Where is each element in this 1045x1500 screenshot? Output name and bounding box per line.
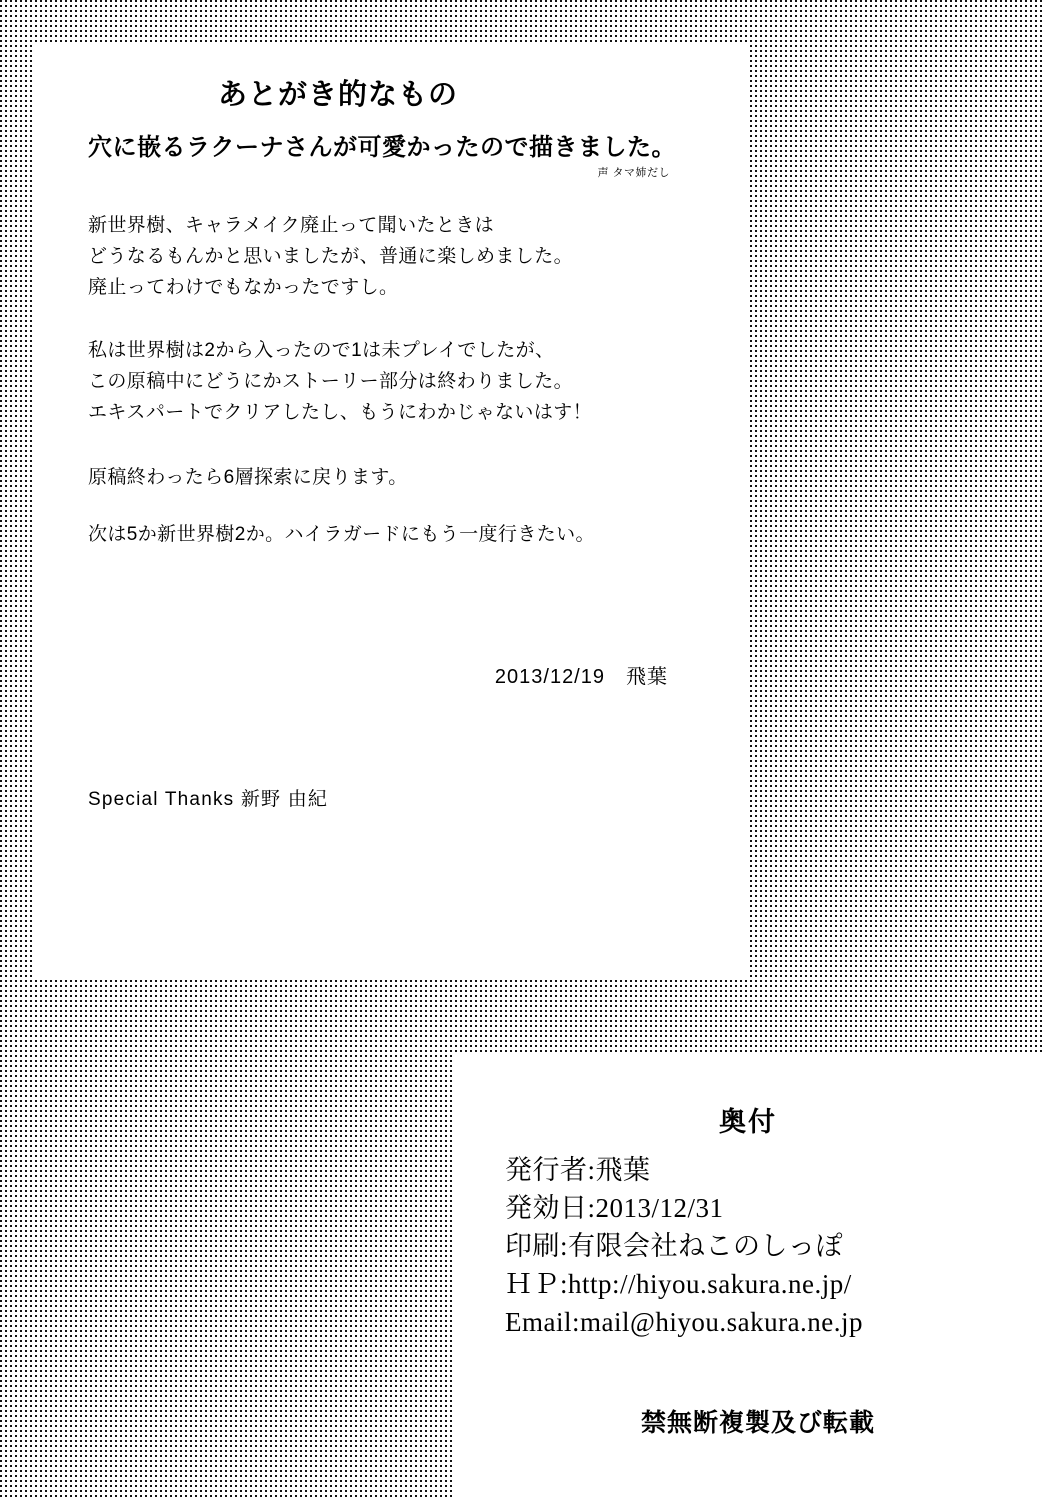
afterword-lead: 穴に嵌るラクーナさんが可愛かったので描きました。 bbox=[88, 134, 676, 161]
afterword-signature: 2013/12/19 飛葉 bbox=[494, 666, 668, 688]
copyright-notice: 禁無断複製及び転載 bbox=[640, 1410, 875, 1437]
afterword-panel bbox=[33, 42, 748, 980]
afterword-paragraph: 原稿終わったら6層探索に戻ります。 bbox=[88, 467, 408, 488]
afterword-paragraph: エキスパートでクリアしたし、もうにわかじゃないはす！ bbox=[88, 402, 593, 423]
colophon-title: 奥付 bbox=[719, 1107, 777, 1137]
colophon-content bbox=[505, 1100, 1021, 1439]
colophon-homepage: ＨＰ:http://hiyou.sakura.ne.jp/ bbox=[505, 1269, 852, 1299]
colophon-panel bbox=[455, 1052, 1045, 1500]
afterword-paragraph: 私は世界樹は2から入ったので1は未プレイでしたが、 bbox=[88, 340, 555, 361]
colophon-publisher: 発行者:飛葉 bbox=[505, 1155, 651, 1185]
afterword-paragraph: 新世界樹、キャラメイク廃止って聞いたときは bbox=[88, 215, 495, 236]
afterword-title: あとがき的なもの bbox=[218, 79, 459, 111]
colophon-email: Email:mail@hiyou.sakura.ne.jp bbox=[505, 1307, 864, 1337]
afterword-paragraph: どうなるもんかと思いましたが、普通に楽しめました。 bbox=[88, 246, 574, 267]
colophon-printer: 印刷:有限会社ねこのしっぽ bbox=[505, 1231, 844, 1261]
afterword-paragraph: この原稿中にどうにかストーリー部分は終わりました。 bbox=[88, 371, 574, 392]
afterword-voice-credit: 声 タマ姉だし bbox=[597, 167, 670, 179]
afterword-paragraph: 廃止ってわけでもなかったですし。 bbox=[88, 277, 399, 298]
special-thanks: Special Thanks 新野 由紀 bbox=[88, 789, 329, 810]
afterword-paragraph: 次は5か新世界樹2か。ハイラガードにもう一度行きたい。 bbox=[88, 524, 595, 545]
afterword-content bbox=[88, 72, 728, 811]
colophon-release-date: 発効日:2013/12/31 bbox=[505, 1193, 724, 1223]
